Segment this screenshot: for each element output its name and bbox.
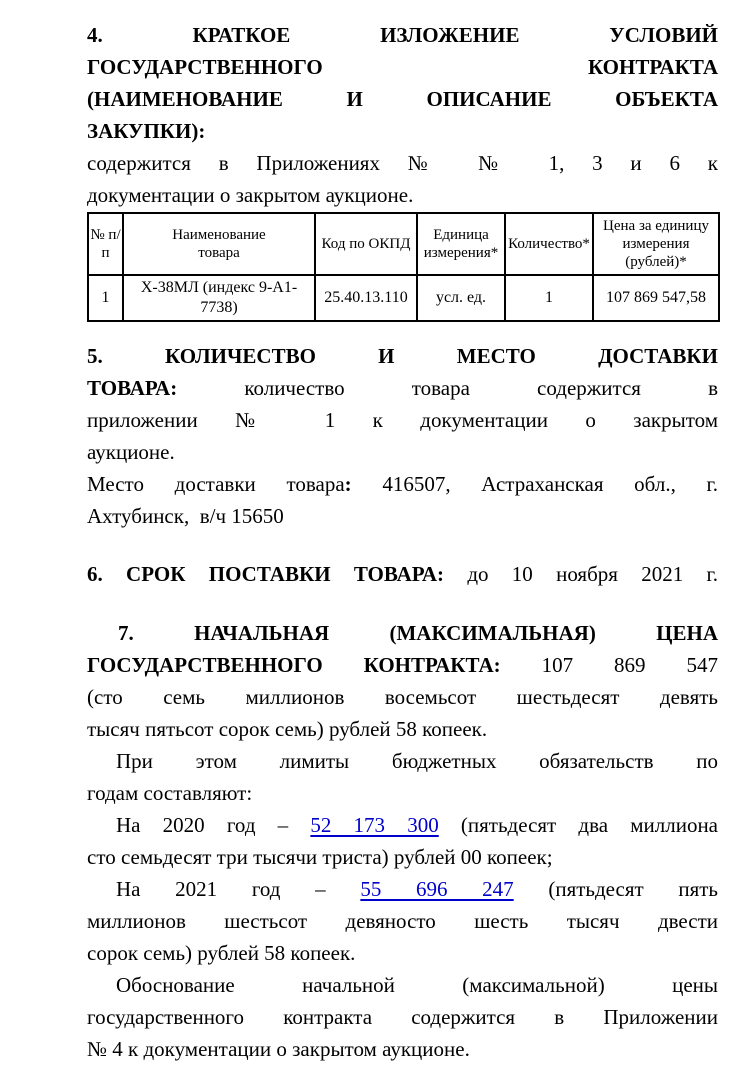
limit-2020-prefix: На 2020 год – [116,813,311,837]
section-6 [87,558,718,590]
col-header-index: № п/ п [88,213,123,275]
section-5 [87,340,718,532]
cell-quantity: 1 [505,275,593,321]
col-header-okpd-code: Код по ОКПД [315,213,417,275]
delivery-place-line [87,468,718,500]
limit-2020-line: сто семьдесят три тысячи триста) рублей 00 копеек; [87,845,553,869]
limits-intro-line: годам составляют: [87,781,253,805]
goods-table [87,212,720,322]
section-4-intro [87,147,718,211]
section-4-heading [87,19,718,147]
delivery-place-value: 416507, Астраханская обл., г. [351,472,719,496]
table-row [88,275,719,321]
col-header-unit: Единица измерения* [417,213,505,275]
s7-heading-line: 7. НАЧАЛЬНАЯ (МАКСИМАЛЬНАЯ) ЦЕНА [118,621,718,645]
limit-2020-link[interactable]: 52 173 300 [310,813,439,837]
s5-heading-line: 5. КОЛИЧЕСТВО И МЕСТО ДОСТАВКИ [87,344,718,368]
delivery-place-line: Ахтубинск, в/ч 15650 [87,504,284,528]
s6-heading: 6. СРОК ПОСТАВКИ ТОВАРА: [87,562,445,586]
s4-intro-line: документации о закрытом аукционе. [87,183,414,207]
delivery-place-colon: : [344,472,352,496]
cell-index: 1 [88,275,123,321]
s4-heading-line: 4. КРАТКОЕ ИЗЛОЖЕНИЕ УСЛОВИЙ [87,23,718,47]
col-header-product-name: Наименование товара [123,213,315,275]
section-7 [87,617,718,1065]
limit-2021-line [87,873,718,905]
limit-2021-words: (пятьдесят пять [513,877,719,901]
cell-unit-price: 107 869 547,58 [593,275,719,321]
limit-2020-line [87,809,718,841]
s5-body-line: аукционе. [87,440,175,464]
s4-heading-line: (НАИМЕНОВАНИЕ И ОПИСАНИЕ ОБЪЕКТА [87,87,718,111]
s5-body-text: количество товара содержится в [177,376,718,400]
limit-2021-line: миллионов шестьсот девяносто шесть тысяч двести [87,909,718,933]
s4-intro-line: содержится в Приложениях № № 1, 3 и 6 к [87,151,718,175]
s7-body-line: (сто семь миллионов восемьсот шестьдесят девять [87,685,718,709]
s5-mixed-line [87,372,718,404]
contract-price-value: 107 869 547 [500,653,719,677]
cell-product-name: Х-38МЛ (индекс 9-А1- 7738) [123,275,315,321]
col-header-quantity: Количество* [505,213,593,275]
limits-intro-line: При этом лимиты бюджетных обязательств по [116,749,718,773]
s5-heading-tail: ТОВАРА: [87,376,178,400]
s5-body-line: приложении № 1 к документации о закрытом [87,408,718,432]
cell-okpd-code: 25.40.13.110 [315,275,417,321]
s7-body-line: тысяч пятьсот сорок семь) рублей 58 копеек. [87,717,488,741]
justification-line: № 4 к документации о закрытом аукционе. [87,1037,470,1061]
limit-2020-words: (пятьдесят два миллиона [438,813,719,837]
limit-2021-link[interactable]: 55 696 247 [360,877,514,901]
justification-line: государственного контракта содержится в Приложении [87,1005,718,1029]
s7-mixed-line [87,649,718,681]
cell-unit: усл. ед. [417,275,505,321]
limit-2021-prefix: На 2021 год – [116,877,361,901]
delivery-place-label: Место доставки товара [87,472,345,496]
col-header-unit-price: Цена за единицу измерения (рублей)* [593,213,719,275]
s4-heading-line: ЗАКУПКИ): [87,119,206,143]
s7-heading-tail: ГОСУДАРСТВЕННОГО КОНТРАКТА: [87,653,501,677]
table-header-row [88,213,719,275]
delivery-term-line [87,558,718,590]
delivery-term-value: до 10 ноября 2021 г. [444,562,718,586]
limit-2021-line: сорок семь) рублей 58 копеек. [87,941,356,965]
justification-line: Обоснование начальной (максимальной) цены [116,973,718,997]
s4-heading-line: ГОСУДАРСТВЕННОГО КОНТРАКТА [87,55,718,79]
